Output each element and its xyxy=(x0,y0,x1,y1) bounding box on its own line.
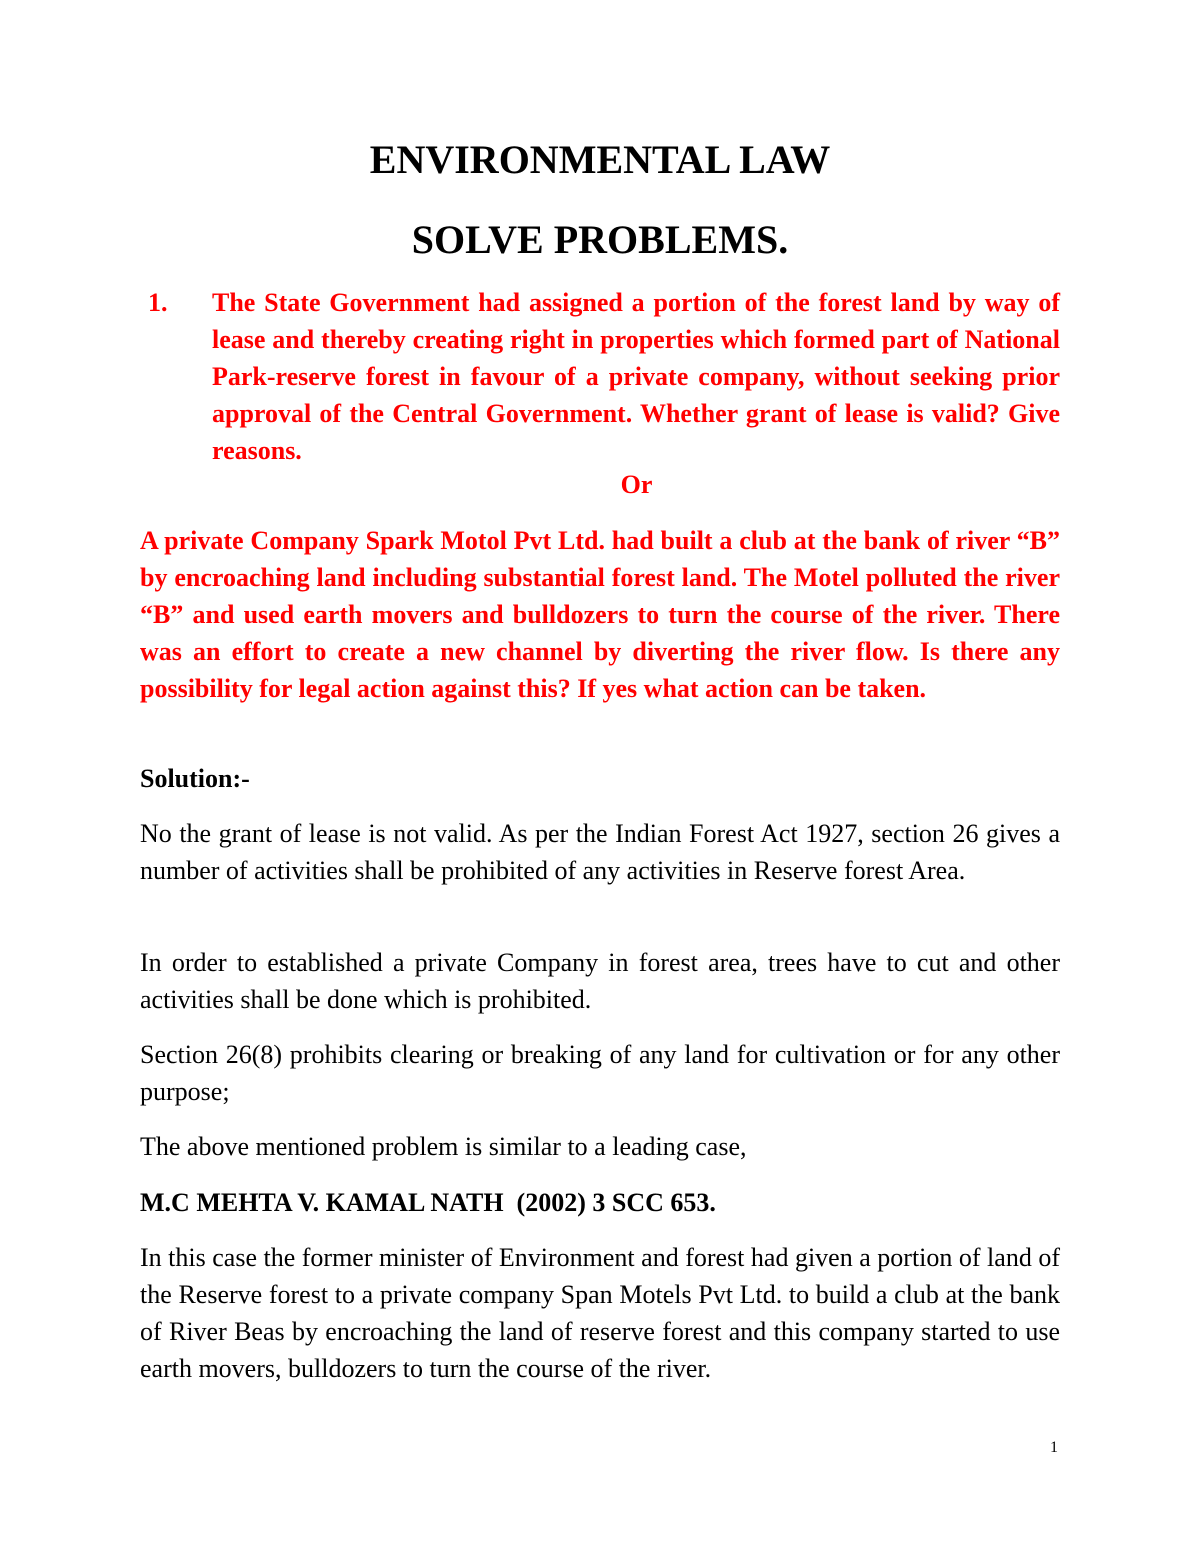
solution-paragraph: In order to established a private Company in forest area, trees have to cut and other activities shall be done which is prohibited. xyxy=(140,948,1060,1014)
solution-paragraph: Section 26(8) prohibits clearing or breaking of any land for cultivation or for any other purpose; xyxy=(140,1040,1060,1106)
solution-paragraph: No the grant of lease is not valid. As per the Indian Forest Act 1927, section 26 gives a number of activities shall be prohibited of any activities in Reserve forest Area. xyxy=(140,819,1060,885)
case-paragraph: In this case the former minister of Environment and forest had given a portion of land of the Reserve forest to a private company Span Motels Pvt Ltd. to build a club at the bank of River Beas by encroaching the land of reserve forest and this company started to use earth movers, bulldozers to turn the course of the river. xyxy=(140,1243,1060,1383)
case-citation-heading: M.C MEHTA V. KAMAL NATH (2002) 3 SCC 653. xyxy=(140,1188,716,1217)
solution-heading: Solution:- xyxy=(140,764,250,793)
or-separator: Or xyxy=(620,470,653,499)
page-number: 1 xyxy=(1050,1439,1058,1456)
document-subtitle: SOLVE PROBLEMS. xyxy=(411,217,789,262)
solution-paragraph: The above mentioned problem is similar to a leading case, xyxy=(140,1132,747,1161)
alternative-question-text: A private Company Spark Motol Pvt Ltd. had built a club at the bank of river “B” by encroaching land including substantial forest land. The Motel polluted the river “B” and used earth movers and bulldozers to turn the course of the river. There was an effort to create a new channel by diverting the river flow. Is there any possibility for legal action against this? If yes what action can be taken. xyxy=(140,526,1060,703)
question-number: 1. xyxy=(148,288,168,317)
question-text: The State Government had assigned a portion of the forest land by way of lease and thereby creating right in properties which formed part of National Park-reserve forest in favour of a private company, without seeking prior approval of the Central Government. Whether grant of lease is valid? Give reasons. xyxy=(212,288,1060,465)
document-title: ENVIRONMENTAL LAW xyxy=(369,137,831,182)
